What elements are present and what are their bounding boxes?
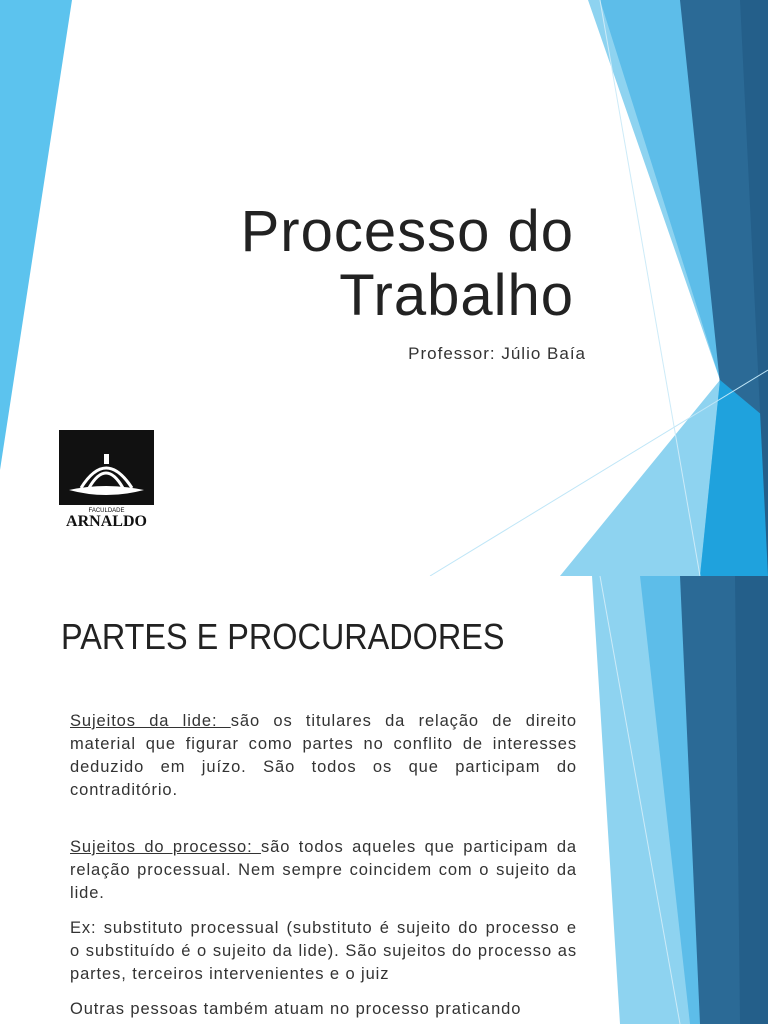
slide-title (241, 200, 574, 328)
section-heading: PARTES E PROCURADORES (61, 616, 505, 657)
paragraph-other-people: Outras pessoas também atuam no processo praticando (70, 1000, 522, 1018)
slide-subtitle: Professor: Júlio Baía (408, 344, 586, 363)
svg-text:FACULDADE: FACULDADE (88, 508, 125, 514)
slide-body (70, 710, 577, 1024)
paragraph-sujeitos-processo (70, 836, 577, 905)
faculdade-arnaldo-logo (59, 430, 154, 528)
paragraph-example: Ex: substituto processual (substituto é sujeito do processo e o substituído é o sujeito da lide). São sujeitos do processo as partes, terceiros intervenientes e o juiz (70, 919, 577, 983)
definition-sujeitos-processo: são todos aqueles que participam da relação processual. Nem sempre coincidem com o sujeito da lide. (70, 838, 577, 902)
term-sujeitos-processo: Sujeitos do processo: (70, 838, 262, 856)
definition-sujeitos-lide: são os titulares da relação de direito material que figurar como partes no conflito de interesses deduzido em juízo. São todos os que participam do contraditório. (70, 712, 577, 799)
term-sujeitos-lide: Sujeitos da lide: (70, 712, 231, 730)
title-line-2: Trabalho (339, 263, 574, 328)
title-line-1: Processo do (240, 199, 574, 264)
svg-text:ARNALDO: ARNALDO (66, 513, 147, 528)
content-slide (0, 576, 768, 1024)
paragraph-sujeitos-lide (70, 710, 577, 802)
